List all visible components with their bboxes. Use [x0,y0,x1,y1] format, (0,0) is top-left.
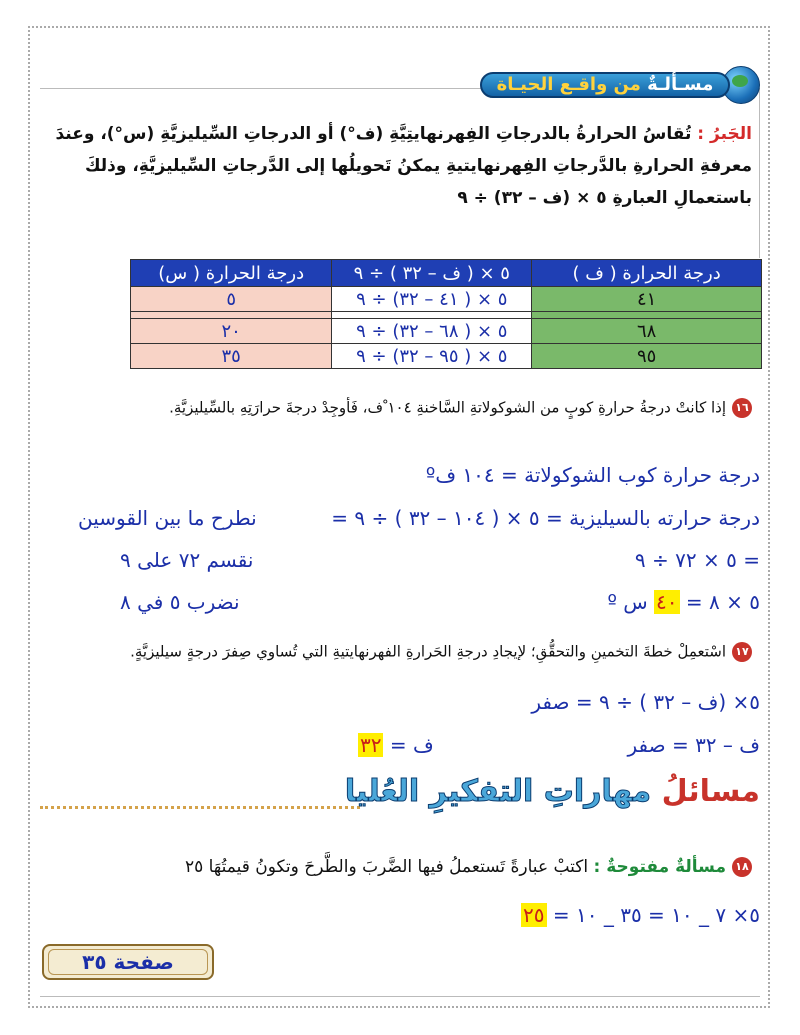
sol18-pre: ٥× ٧ _ ١٠ = ٣٥ _ ١٠ = [546,903,760,927]
table-cell: ٣٥ [131,344,332,369]
table-spacer [131,312,762,319]
section-dots [40,806,360,809]
banner-prefix: مسـألـةٌ [640,74,714,95]
sol17-line1: ٥× (ف – ٣٢ ) ÷ ٩ = صفر [531,690,760,714]
banner-title [480,72,730,98]
question-number: ١٨ [732,857,752,877]
answer-highlight: ٢٥ [523,903,545,927]
real-life-banner [478,66,760,104]
sol16-line4 [607,590,760,614]
sol16-line3: = ٥ × ٧٢ ÷ ٩ [634,548,760,572]
answer-highlight: ٤٠ [656,590,678,614]
question-text: اسْتعمِلْ خطةَ التخمينِ والتحقُّقِ؛ لإيجادِ درجةِ الحَرارةِ الفهرنهايتيةِ التي تُساوي صِفرَ درجةٍ سيليزيَّةٍ. [130,642,726,661]
question-number: ١٧ [732,642,752,662]
table-cell: ٥ × ( ٤١ – ٣٢) ÷ ٩ [332,287,532,312]
question-number: ١٦ [732,398,752,418]
table-cell: ٦٨ [532,319,762,344]
question-16 [169,398,752,418]
table-row [131,319,762,344]
table-row [131,287,762,312]
sol17-line2b-pre: ف = [383,733,434,757]
table-cell: ٥ × ( ٦٨ – ٣٢) ÷ ٩ [332,319,532,344]
table-cell: ٢٠ [131,319,332,344]
question-label: مسألةٌ مفتوحةٌ : [593,857,726,877]
question-17 [130,642,752,662]
sol16-note3: نضرب ٥ في ٨ [120,590,240,614]
table-cell: ٤١ [532,287,762,312]
sol18-line [521,903,760,927]
table-cell: ٥ × ( ٩٥ – ٣٢) ÷ ٩ [332,344,532,369]
intro-paragraph [52,118,752,214]
section-title: مهاراتِ التفكيرِ العُليا [344,774,662,809]
section-first-word: مسائلُ [661,774,760,809]
sol16-note2: نقسم ٧٢ على ٩ [120,548,254,572]
divider-side [759,88,760,258]
section-heading [345,774,760,809]
table-row [131,344,762,369]
question-text: إذا كانتْ درجةُ حرارةِ كوبٍ من الشوكولاتةِ السَّاخنةِ ١٠٤ ْف، فَأوجِدْ درجةَ حرارَتِهِ بالسِّيليزيَّةِ. [169,398,726,417]
banner-highlight: من واقـع الحيـاة [496,74,641,95]
table-header-row [131,260,762,287]
question-18 [185,857,752,877]
conversion-table [130,259,762,369]
divider-bottom [40,996,760,997]
page-number-box [42,944,214,980]
intro-text: تُقاسُ الحرارةُ بالدرجاتِ الفِهرنهايتِيَّةِ (ف°) أو الدرجاتِ السِّيليزيَّةِ (س°)، وعندَ معرفةِ الحرارةِ بالدَّرجاتِ الفِهرنهايتيةِ يمكنُ تَحويلُها إلى الدَّرجاتِ السِّيليزيَّةِ، وذلكَ باستعمالِ العبارةِ ٥ × (ف – ٣٢) ÷ ٩ [55,124,752,208]
table-header: ٥ × ( ف – ٣٢ ) ÷ ٩ [332,260,532,287]
question-text: اكتبْ عبارةً تَستعملُ فيها الضَّربَ والطَّرحَ وتكونُ قيمتُهَا ٢٥ [184,857,594,877]
sol16-note1: نطرح ما بين القوسين [78,506,257,530]
sol16-line2: درجة حرارته بالسيليزية = ٥ × ( ١٠٤ – ٣٢ ) ÷ ٩ = [331,506,760,530]
table-header: درجة الحرارة ( س) [131,260,332,287]
sol16-line1: درجة حرارة كوب الشوكولاتة = ١٠٤ فº [425,463,760,487]
sol17-line2b [358,733,434,757]
table-header: درجة الحرارة ( ف ) [532,260,762,287]
sol16-line4-pre: ٥ × ٨ = [679,590,760,614]
sol17-line2a: ف – ٣٢ = صفر [627,733,760,757]
answer-highlight: ٣٢ [360,733,382,757]
table-cell: ٩٥ [532,344,762,369]
sol16-line4-post: س º [607,590,655,614]
intro-term: الجَبرُ : [697,124,752,144]
table-cell: ٥ [131,287,332,312]
page-number: صفحة ٣٥ [82,950,174,974]
